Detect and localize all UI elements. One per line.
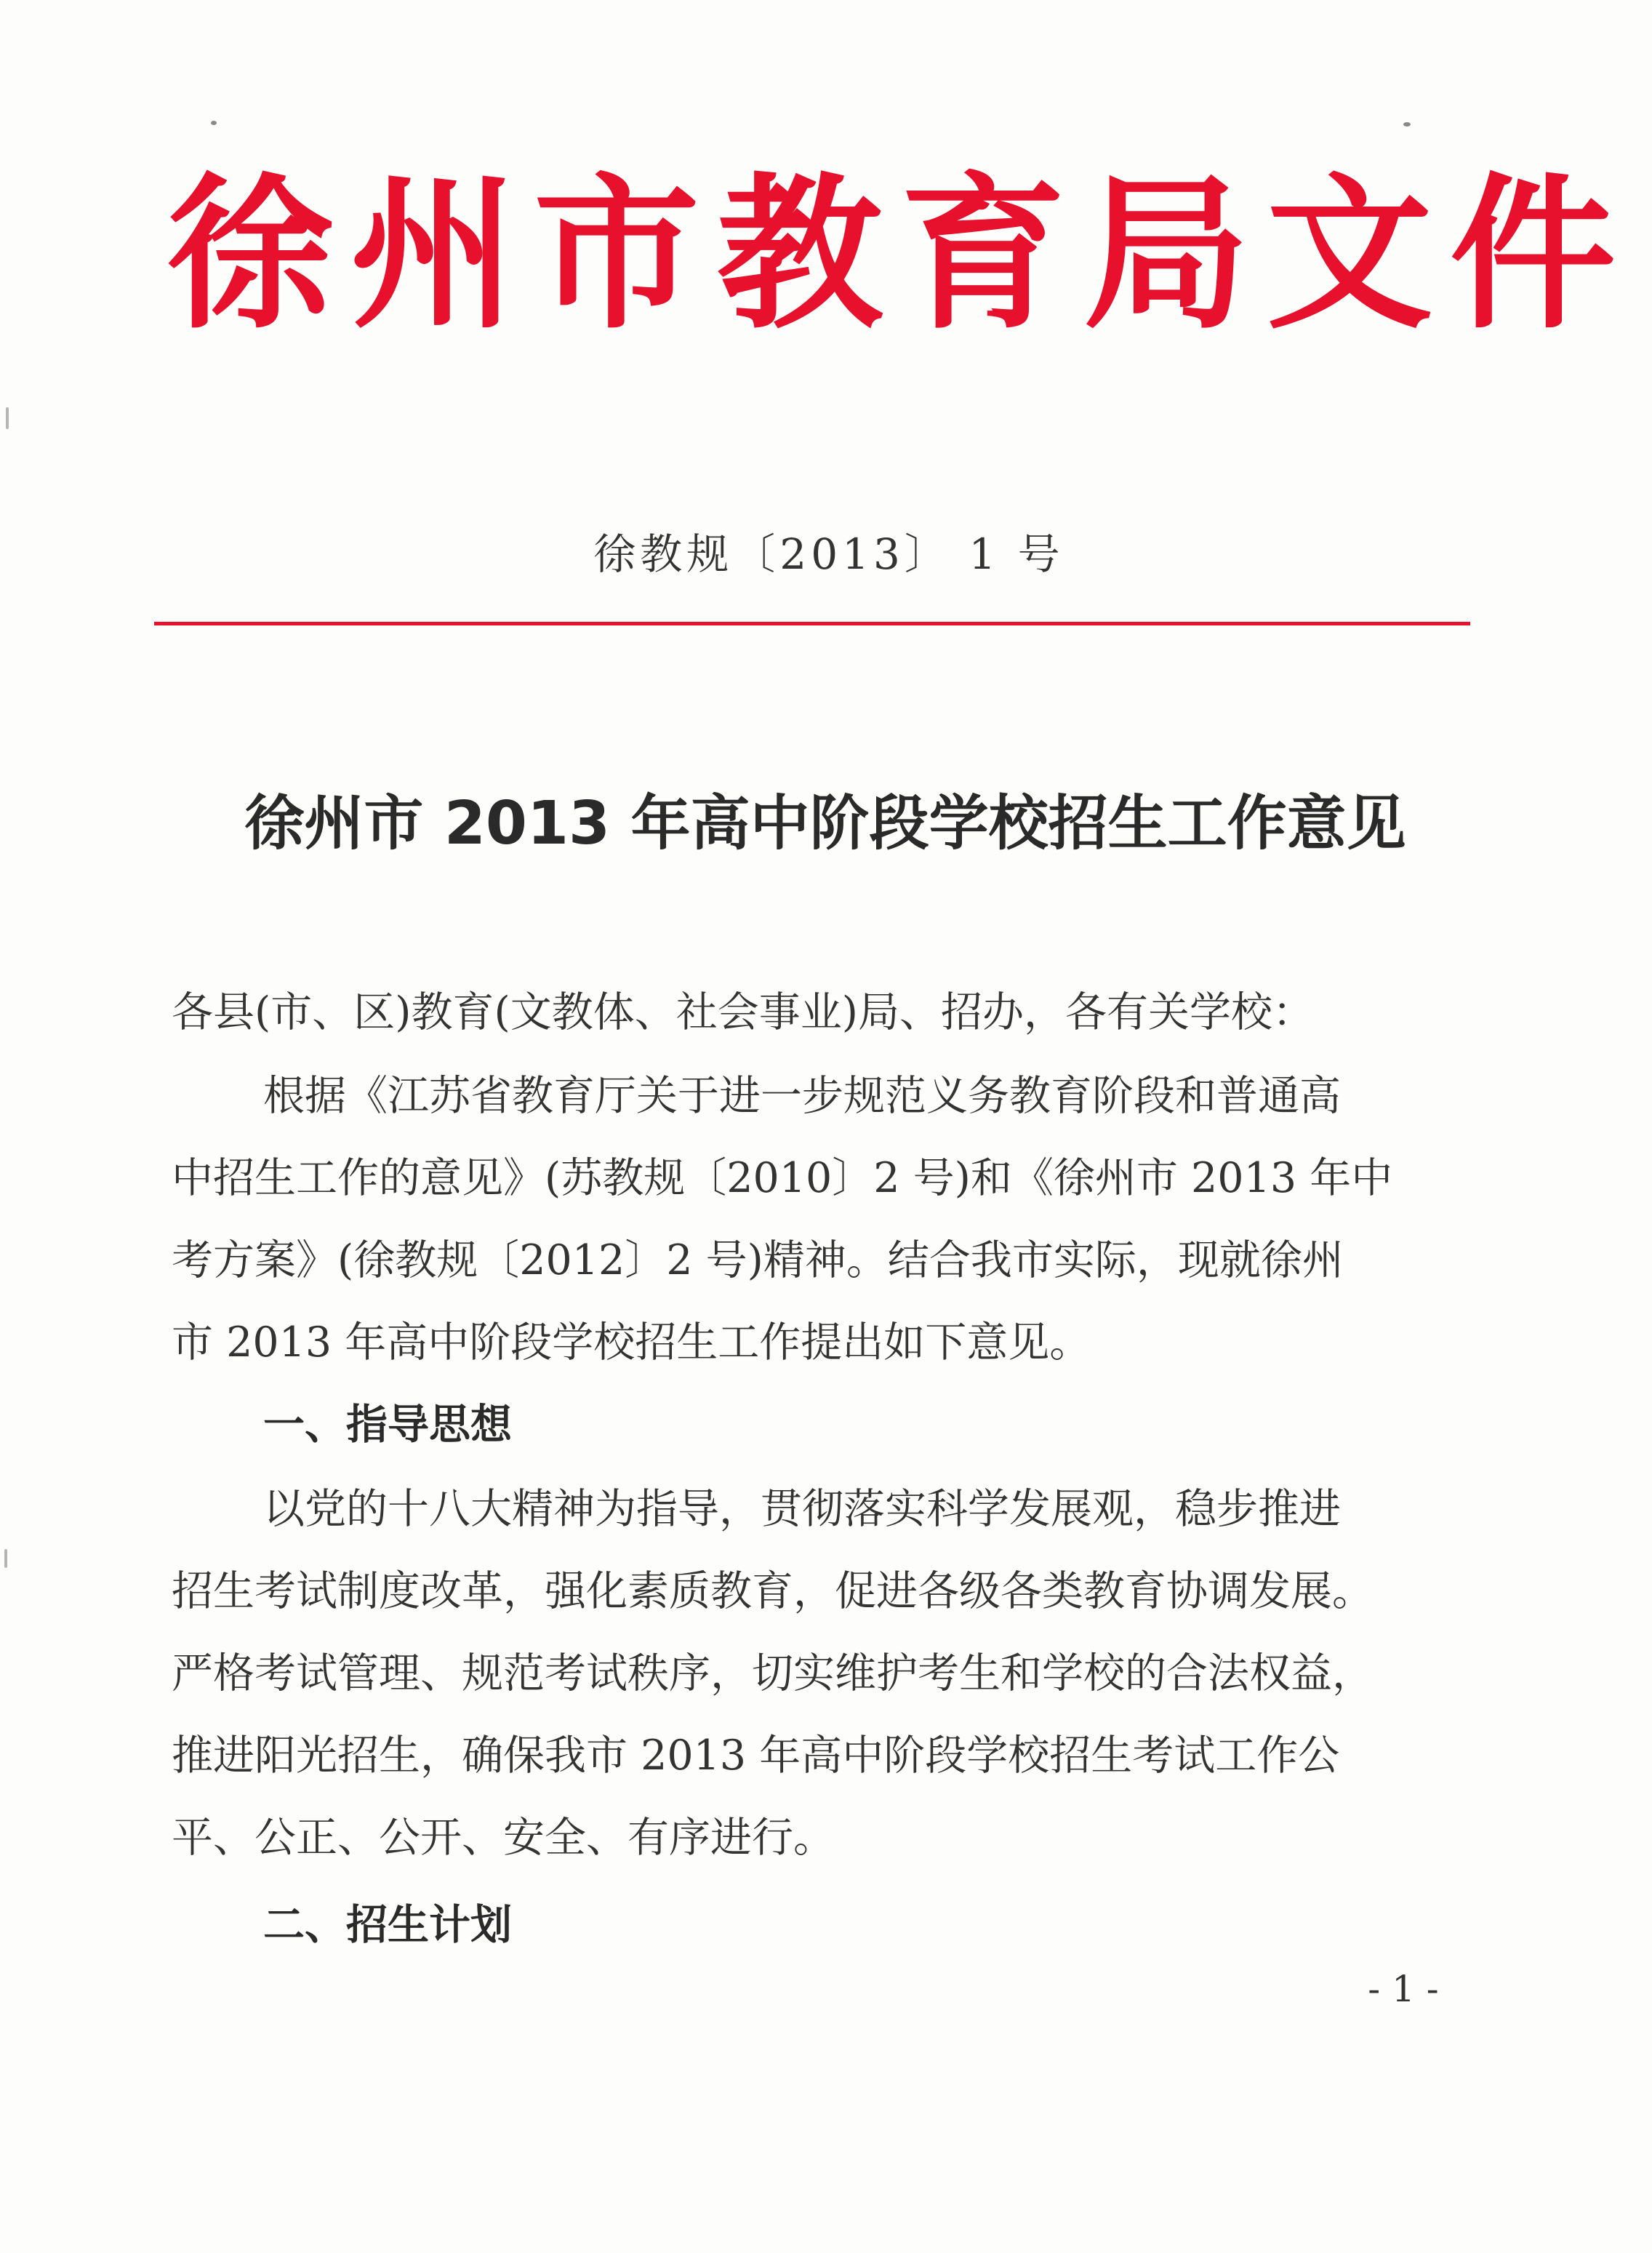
document-number: 徐教规〔2013〕 1 号 [593,529,1064,579]
scan-speck [1403,122,1411,127]
paragraph-line: 考方案》(徐教规〔2012〕2 号)精神。结合我市实际，现就徐州 [172,1236,1344,1284]
paragraph-line: 市 2013 年高中阶段学校招生工作提出如下意见。 [172,1318,1091,1366]
paragraph-line: 以党的十八大精神为指导，贯彻落实科学发展观，稳步推进 [263,1485,1341,1533]
paragraph-line: 推进阳光招生，确保我市 2013 年高中阶段学校招生考试工作公 [172,1732,1340,1780]
salutation: 各县(市、区)教育(文教体、社会事业)局、招办，各有关学校： [172,988,1314,1036]
scan-edge-mark [4,1549,7,1568]
section-heading: 二、招生计划 [263,1901,512,1949]
section-heading: 一、指导思想 [263,1401,512,1449]
document-masthead: 徐州市教育局文件 [167,158,1633,351]
scan-speck [211,121,217,125]
paragraph-line: 平、公正、公开、安全、有序进行。 [172,1814,835,1862]
scan-edge-mark [6,407,9,429]
document-title: 徐州市 2013 年高中阶段学校招生工作意见 [244,789,1406,858]
paragraph-line: 中招生工作的意见》(苏教规〔2010〕2 号)和《徐州市 2013 年中 [172,1154,1393,1202]
red-divider-line [154,622,1470,625]
paragraph-line: 严格考试管理、规范考试秩序，切实维护考生和学校的合法权益， [172,1649,1374,1697]
page-number: - 1 - [1368,1968,1439,2010]
paragraph-line: 根据《江苏省教育厅关于进一步规范义务教育阶段和普通高 [263,1072,1341,1120]
paragraph-line: 招生考试制度改革，强化素质教育，促进各级各类教育协调发展。 [172,1567,1374,1615]
